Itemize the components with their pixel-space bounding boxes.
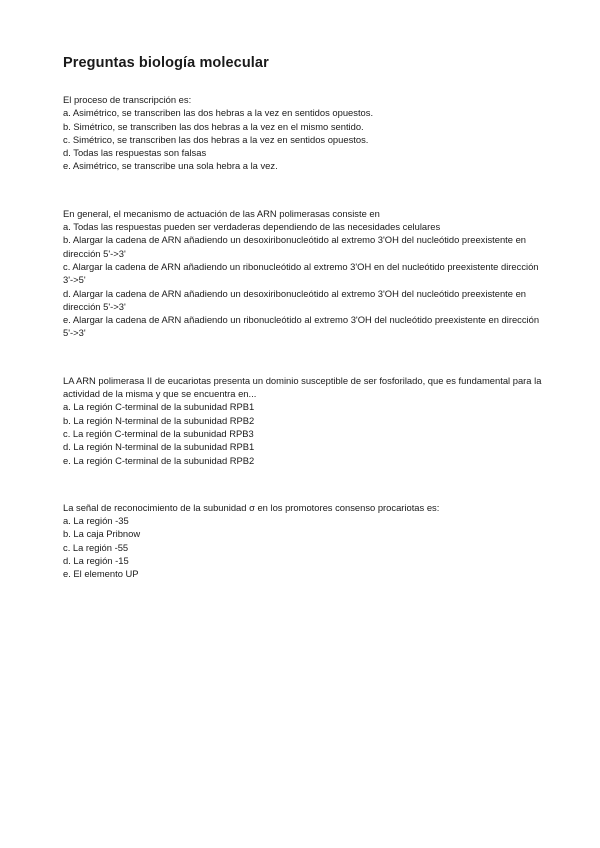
answer-option-c: c. La región C-terminal de la subunidad RPB3: [63, 427, 254, 439]
question-2: [63, 207, 543, 340]
document-page: [63, 55, 543, 615]
answer-option-e: e. El elemento UP: [63, 568, 139, 580]
answer-option-d: d. La región N-terminal de la subunidad RPB1: [63, 441, 255, 453]
answer-option-b: b. Alargar la cadena de ARN añadiendo un desoxiribonucleótido al extremo 3'OH del nucleótido preexistente en dirección 5'->3': [63, 234, 527, 259]
question-1: [63, 93, 543, 173]
answer-options: [63, 514, 543, 580]
question-text: LA ARN polimerasa II de eucariotas presenta un dominio susceptible de ser fosforilado, que es fundamental para la actividad de la misma y que se encuentra en...: [63, 374, 542, 400]
question-text: La señal de reconocimiento de la subunidad σ en los promotores consenso procariotas es:: [63, 501, 440, 513]
question-text: El proceso de transcripción es:: [63, 94, 192, 105]
answer-option-e: e. Alargar la cadena de ARN añadiendo un ribonucleótido al extremo 3'OH del nucleótido preexistente en dirección 5'->3': [63, 314, 540, 339]
answer-option-d: d. Todas las respuestas son falsas: [63, 147, 207, 159]
answer-options: [63, 106, 543, 172]
answer-option-c: c. Simétrico, se transcriben las dos hebras a la vez en sentidos opuestos.: [63, 133, 369, 145]
answer-option-a: a. La región -35: [63, 515, 129, 527]
question-3: [63, 374, 543, 467]
answer-option-b: b. La caja Pribnow: [63, 528, 141, 540]
answer-option-e: e. La región C-terminal de la subunidad RPB2: [63, 454, 255, 466]
answer-option-a: a. La región C-terminal de la subunidad RPB1: [63, 401, 255, 413]
answer-option-a: a. Asimétrico, se transcriben las dos hebras a la vez en sentidos opuestos.: [63, 107, 374, 119]
question-4: [63, 501, 543, 581]
answer-option-b: b. La región N-terminal de la subunidad RPB2: [63, 414, 255, 426]
answer-option-d: d. Alargar la cadena de ARN añadiendo un desoxiribonucleótido al extremo 3'OH del nucleótido preexistente en dirección 5'->3': [63, 287, 527, 312]
answer-option-c: c. La región -55: [63, 541, 129, 553]
answer-option-b: b. Simétrico, se transcriben las dos hebras a la vez en el mismo sentido.: [63, 120, 364, 132]
document-title: Preguntas biología molecular: [63, 55, 269, 71]
answer-options: [63, 220, 543, 340]
answer-options: [63, 400, 543, 466]
answer-option-e: e. Asimétrico, se transcribe una sola hebra a la vez.: [63, 160, 278, 172]
question-text: En general, el mecanismo de actuación de las ARN polimerasas consiste en: [63, 207, 380, 219]
answer-option-d: d. La región -15: [63, 555, 129, 567]
answer-option-c: c. Alargar la cadena de ARN añadiendo un ribonucleótido al extremo 3'OH en del nucleótido preexistente dirección 3'->5': [63, 260, 539, 286]
answer-option-a: a. Todas las respuestas pueden ser verdaderas dependiendo de las necesidades celulares: [63, 221, 441, 233]
